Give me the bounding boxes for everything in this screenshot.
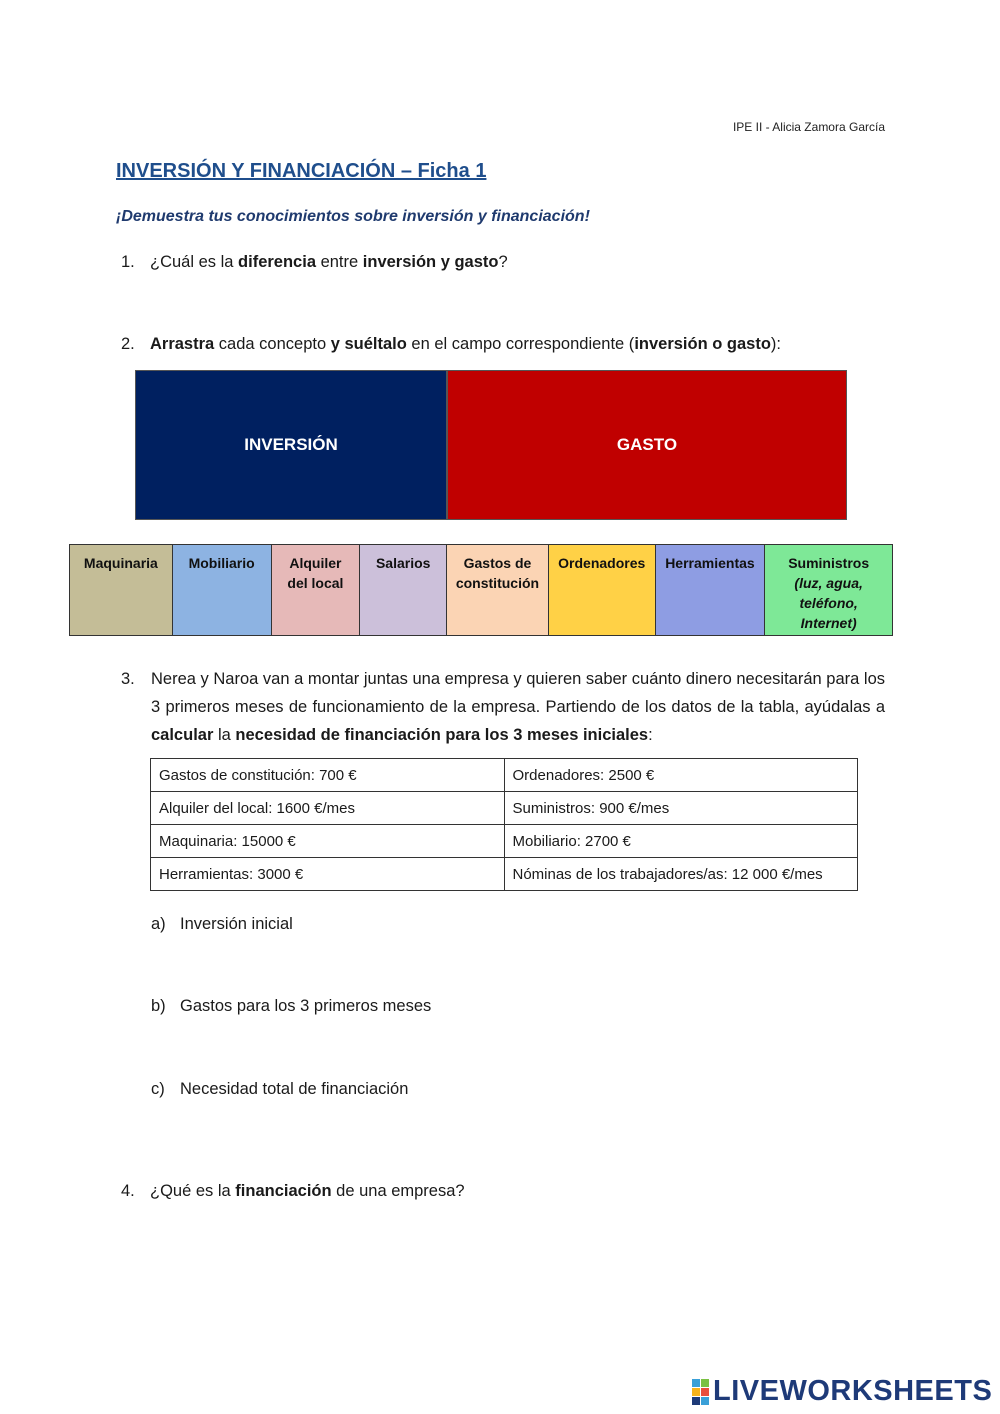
sub-question-letter: b) xyxy=(151,997,166,1015)
expense-drop-label: GASTO xyxy=(616,435,678,454)
concept-label: Maquinaria xyxy=(83,555,158,571)
question-1 xyxy=(116,253,508,272)
concept-label: Ordenadores xyxy=(558,555,646,571)
sub-question-c xyxy=(151,1080,408,1099)
page-subtitle: ¡Demuestra tus conocimientos sobre inversión y financiación! xyxy=(116,208,590,225)
concept-card-salarios[interactable] xyxy=(360,545,447,635)
expense-drop-zone[interactable] xyxy=(447,370,847,520)
question-number: 3. xyxy=(121,670,135,688)
concept-label-detail: (luz, agua, teléfono, Internet) xyxy=(794,575,863,631)
sub-question-b xyxy=(151,997,431,1016)
question-text: ? xyxy=(498,253,508,271)
investment-drop-label: INVERSIÓN xyxy=(244,435,338,454)
table-row xyxy=(151,825,858,858)
concept-card-herramientas[interactable] xyxy=(656,545,766,635)
question-text: la xyxy=(213,726,236,744)
question-2 xyxy=(116,335,781,354)
question-bold: Arrastra xyxy=(150,335,215,353)
author-header: IPE II - Alicia Zamora García xyxy=(732,120,885,134)
logo-text: LIVEWORKSHEETS xyxy=(713,1375,993,1407)
concept-card-suministros[interactable] xyxy=(765,545,892,635)
liveworksheets-logo xyxy=(692,1375,992,1408)
question-bold: financiación xyxy=(235,1182,332,1200)
table-row xyxy=(151,792,858,825)
sub-question-a xyxy=(151,915,293,934)
sub-question-text: Inversión inicial xyxy=(180,915,293,933)
table-cell: Alquiler del local: 1600 €/mes xyxy=(151,792,505,825)
concept-card-gastos-constitucion[interactable] xyxy=(447,545,549,635)
question-text: Nerea y Naroa van a montar juntas una empresa y quieren saber cuánto dinero necesitarán para los 3 primeros meses de funcionamiento de la empresa. Partiendo de los datos de la tabla, ayúdalas a xyxy=(151,670,885,716)
sub-question-letter: c) xyxy=(151,1080,165,1098)
table-cell: Herramientas: 3000 € xyxy=(151,858,505,891)
page-title: INVERSIÓN Y FINANCIACIÓN – Ficha 1 xyxy=(116,160,487,182)
table-row xyxy=(151,759,858,792)
table-cell: Nóminas de los trabajadores/as: 12 000 €/mes xyxy=(504,858,858,891)
concept-card-ordenadores[interactable] xyxy=(549,545,656,635)
question-text: cada concepto xyxy=(214,335,331,353)
sub-question-letter: a) xyxy=(151,915,166,933)
question-bold: necesidad de financiación para los 3 meses iniciales xyxy=(235,726,649,744)
question-text: de una empresa? xyxy=(331,1182,465,1200)
concept-label: Herramientas xyxy=(665,555,755,571)
question-text: entre xyxy=(316,253,363,271)
question-3 xyxy=(151,665,885,749)
costs-table xyxy=(150,758,858,891)
question-text: : xyxy=(648,726,653,744)
question-number: 2. xyxy=(121,335,135,353)
question-number: 4. xyxy=(121,1182,135,1200)
concept-card-mobiliario[interactable] xyxy=(173,545,272,635)
table-cell: Gastos de constitución: 700 € xyxy=(151,759,505,792)
question-bold: inversión o gasto xyxy=(634,335,771,353)
concept-label: Alquiler del local xyxy=(287,555,344,591)
investment-drop-zone[interactable] xyxy=(135,370,447,520)
concept-label: Mobiliario xyxy=(188,555,255,571)
question-text: ¿Cuál es la xyxy=(150,253,239,271)
sub-question-text: Gastos para los 3 primeros meses xyxy=(180,997,432,1015)
concept-bank xyxy=(69,544,893,636)
table-cell: Mobiliario: 2700 € xyxy=(504,825,858,858)
concept-label: Gastos de constitución xyxy=(455,555,540,591)
question-bold: diferencia xyxy=(238,253,316,271)
concept-label: Suministros xyxy=(788,555,870,571)
table-cell: Ordenadores: 2500 € xyxy=(504,759,858,792)
question-bold: calcular xyxy=(151,726,214,744)
logo-icon xyxy=(692,1379,709,1405)
question-text: ¿Qué es la xyxy=(150,1182,236,1200)
question-4 xyxy=(116,1182,465,1201)
question-bold: inversión y gasto xyxy=(362,253,499,271)
question-bold: y suéltalo xyxy=(330,335,407,353)
sub-question-text: Necesidad total de financiación xyxy=(180,1080,409,1098)
concept-card-alquiler[interactable] xyxy=(272,545,361,635)
question-text: ): xyxy=(770,335,782,353)
table-cell: Maquinaria: 15000 € xyxy=(151,825,505,858)
table-row xyxy=(151,858,858,891)
table-cell: Suministros: 900 €/mes xyxy=(504,792,858,825)
question-number: 1. xyxy=(121,253,135,271)
concept-card-maquinaria[interactable] xyxy=(70,545,173,635)
concept-label: Salarios xyxy=(375,555,431,571)
question-text: en el campo correspondiente ( xyxy=(406,335,635,353)
